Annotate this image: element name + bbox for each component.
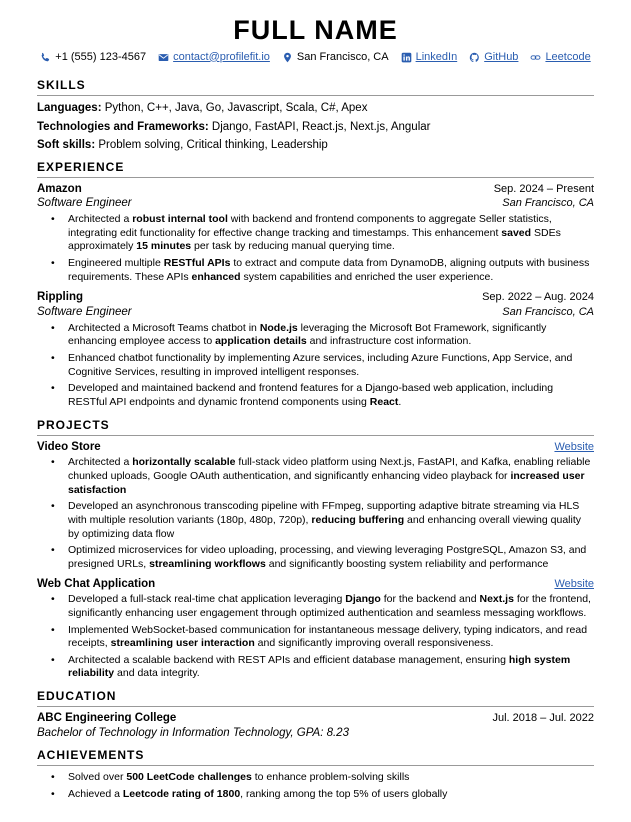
bold-text: streamlining user interaction (110, 637, 255, 650)
bold-text: robust internal tool (132, 213, 228, 226)
text: and enhancing overall viewing quality by optimizing data flow (68, 513, 582, 540)
text: Architected a Microsoft Teams chatbot in (68, 321, 260, 334)
skill-value: Django, FastAPI, React.js, Next.js, Angular (208, 120, 431, 133)
bold-text: streamlining workflows (149, 557, 266, 570)
mail-icon (158, 52, 169, 63)
linkedin-link[interactable]: LinkedIn (415, 50, 458, 63)
job-location: San Francisco, CA (502, 197, 594, 210)
bullet-item (68, 213, 594, 254)
text: Architected a (68, 456, 133, 469)
text: and significantly boosting system reliability and performance (265, 557, 549, 570)
bullet-list (68, 593, 594, 681)
text: and infrastructure cost information. (306, 335, 472, 348)
email-link[interactable]: contact@profilefit.io (173, 50, 270, 63)
project-website-link[interactable]: Website (554, 440, 594, 453)
bullet-item (68, 624, 594, 651)
bold-text: Leetcode rating of 1800 (122, 787, 241, 800)
text: Developed an asynchronous transcoding pipeline with FFmpeg, supporting adaptive bitrate streaming via HLS with multiple resolution variants (180p, 480p, 720p), (68, 500, 580, 526)
bullet-item (68, 322, 594, 349)
job-location: San Francisco, CA (502, 306, 594, 319)
text: . (398, 396, 402, 409)
bold-text: increased user satisfaction (68, 470, 585, 496)
bullet-item (68, 456, 594, 497)
bullet-item (68, 382, 594, 409)
project-name: Web Chat Application (37, 577, 156, 590)
contact-linkedin[interactable] (401, 51, 458, 65)
contact-github[interactable] (469, 51, 518, 65)
bold-text: Next.js (479, 593, 514, 606)
bold-text: React (369, 396, 399, 409)
section-title-skills: SKILLS (37, 78, 594, 96)
skill-row (37, 118, 594, 136)
project-name: Video Store (37, 440, 101, 453)
bullet-item (68, 771, 594, 785)
github-icon (469, 52, 480, 63)
section-title-experience: EXPERIENCE (37, 160, 594, 178)
text: to enhance problem-solving skills (251, 771, 410, 784)
experience-entry (37, 290, 594, 409)
text: and data integrity. (114, 667, 200, 680)
bullet-item (68, 788, 594, 802)
bold-text: Django (345, 593, 381, 606)
school-name: ABC Engineering College (37, 712, 177, 725)
phone-icon (40, 52, 51, 63)
bold-text: RESTful APIs (163, 257, 231, 270)
skill-value: Python, C++, Java, Go, Javascript, Scala, C#, Apex (101, 102, 368, 115)
contact-location (282, 51, 389, 65)
bullet-item (68, 654, 594, 681)
project-entry (37, 577, 594, 682)
location-text: San Francisco, CA (296, 50, 389, 63)
text: with backend and frontend components to aggregate Seller statistics, integrating edit functionality for effective change tracking and timestamps. This enhancement (68, 213, 552, 239)
job-role: Software Engineer (37, 197, 132, 210)
bullet-item (68, 352, 594, 379)
skill-label: Languages: (37, 102, 102, 115)
text: to extract and compute data from DynamoDB, aligning outputs with business requirements. These APIs (68, 257, 590, 283)
bold-text: saved (501, 226, 532, 239)
company-name: Amazon (37, 182, 82, 195)
text: Solved over (68, 771, 127, 784)
github-link[interactable]: GitHub (484, 50, 519, 63)
text: Enhanced chatbot functionality by implementing Azure services, including Azure Functions, App Service, and Cognitive Services, resulting in improved intelligent responses. (68, 352, 573, 378)
text: , ranking among the top 5% of users globally (240, 787, 448, 800)
text: full-stack video platform using Next.js, FastAPI, and Kafka, enabling reliable chunked uploads, Google OAuth authentication, and significantly enhancing video playback for (68, 456, 591, 483)
bold-text: horizontally scalable (132, 456, 236, 469)
bold-text: enhanced (191, 270, 241, 283)
skills-list (37, 99, 594, 154)
text: system capabilities and enriched the user experience. (240, 270, 494, 283)
bullet-item (68, 544, 594, 571)
location-pin-icon (282, 52, 293, 63)
text: Achieved a (68, 787, 123, 800)
degree: Bachelor of Technology in Information Technology, GPA: 8.23 (37, 726, 349, 739)
bold-text: 15 minutes (136, 240, 192, 253)
job-role: Software Engineer (37, 306, 132, 319)
skill-row (37, 99, 594, 117)
bullet-list (68, 456, 594, 571)
section-title-education: EDUCATION (37, 689, 594, 707)
skill-value: Problem solving, Critical thinking, Leadership (95, 139, 328, 152)
experience-entry (37, 182, 594, 285)
leetcode-link[interactable]: Leetcode (545, 50, 591, 63)
skill-label: Soft skills: (37, 139, 96, 152)
bold-text: 500 LeetCode challenges (126, 771, 252, 784)
text: Implemented WebSocket-based communication for instantaneous message delivery, typing indicators, and read receipts, (68, 623, 588, 650)
contact-bar (37, 51, 594, 65)
text: and significantly improving overall responsiveness. (254, 637, 494, 650)
text: per task by reducing manual querying time. (191, 240, 395, 253)
linkedin-icon (401, 52, 412, 63)
text: Developed and maintained backend and frontend features for a Django-based web application, including RESTful API endpoints and dynamic frontend components using (68, 382, 554, 409)
bold-text: Node.js (259, 321, 298, 334)
bullet-item (68, 500, 594, 541)
project-website-link[interactable]: Website (554, 577, 594, 590)
link-icon (530, 52, 541, 63)
skill-label: Technologies and Frameworks: (37, 120, 209, 133)
bullet-item (68, 593, 594, 620)
text: Architected a scalable backend with REST APIs and efficient database management, ensuring (68, 653, 509, 666)
contact-email[interactable] (158, 51, 270, 65)
text: leveraging the Microsoft Bot Framework, significantly enhancing employee access to (68, 321, 547, 348)
education-dates: Jul. 2018 – Jul. 2022 (492, 712, 594, 725)
text: Architected a (68, 213, 133, 226)
job-dates: Sep. 2024 – Present (493, 182, 594, 195)
bullet-list (68, 771, 594, 801)
bold-text: reducing buffering (311, 513, 405, 526)
skill-row (37, 136, 594, 154)
bullet-list (68, 322, 594, 410)
bold-text: application details (215, 335, 307, 348)
job-dates: Sep. 2022 – Aug. 2024 (482, 291, 594, 304)
text: Optimized microservices for video uploading, processing, and viewing leveraging PostgreSQL, Amazon S3, and presigned URLs, (68, 544, 587, 570)
bold-text: high system reliability (68, 653, 571, 680)
section-title-achievements: ACHIEVEMENTS (37, 748, 594, 766)
text: SDEs approximately (68, 226, 561, 253)
text: Developed a full-stack real-time chat application leveraging (68, 593, 346, 606)
bullet-list (68, 213, 594, 284)
phone-text: +1 (555) 123-4567 (55, 50, 147, 63)
full-name: FULL NAME (233, 15, 398, 45)
section-title-projects: PROJECTS (37, 418, 594, 436)
contact-leetcode[interactable] (530, 51, 590, 65)
company-name: Rippling (37, 291, 83, 304)
text: for the backend and (380, 593, 480, 606)
text: Engineered multiple (68, 257, 164, 270)
contact-phone (40, 51, 146, 65)
bullet-item (68, 257, 594, 284)
text: for the frontend, significantly enhancing user engagement through optimized authentication and seamless messaging workflows. (68, 593, 591, 619)
education-entry (37, 711, 594, 740)
project-entry (37, 440, 594, 572)
